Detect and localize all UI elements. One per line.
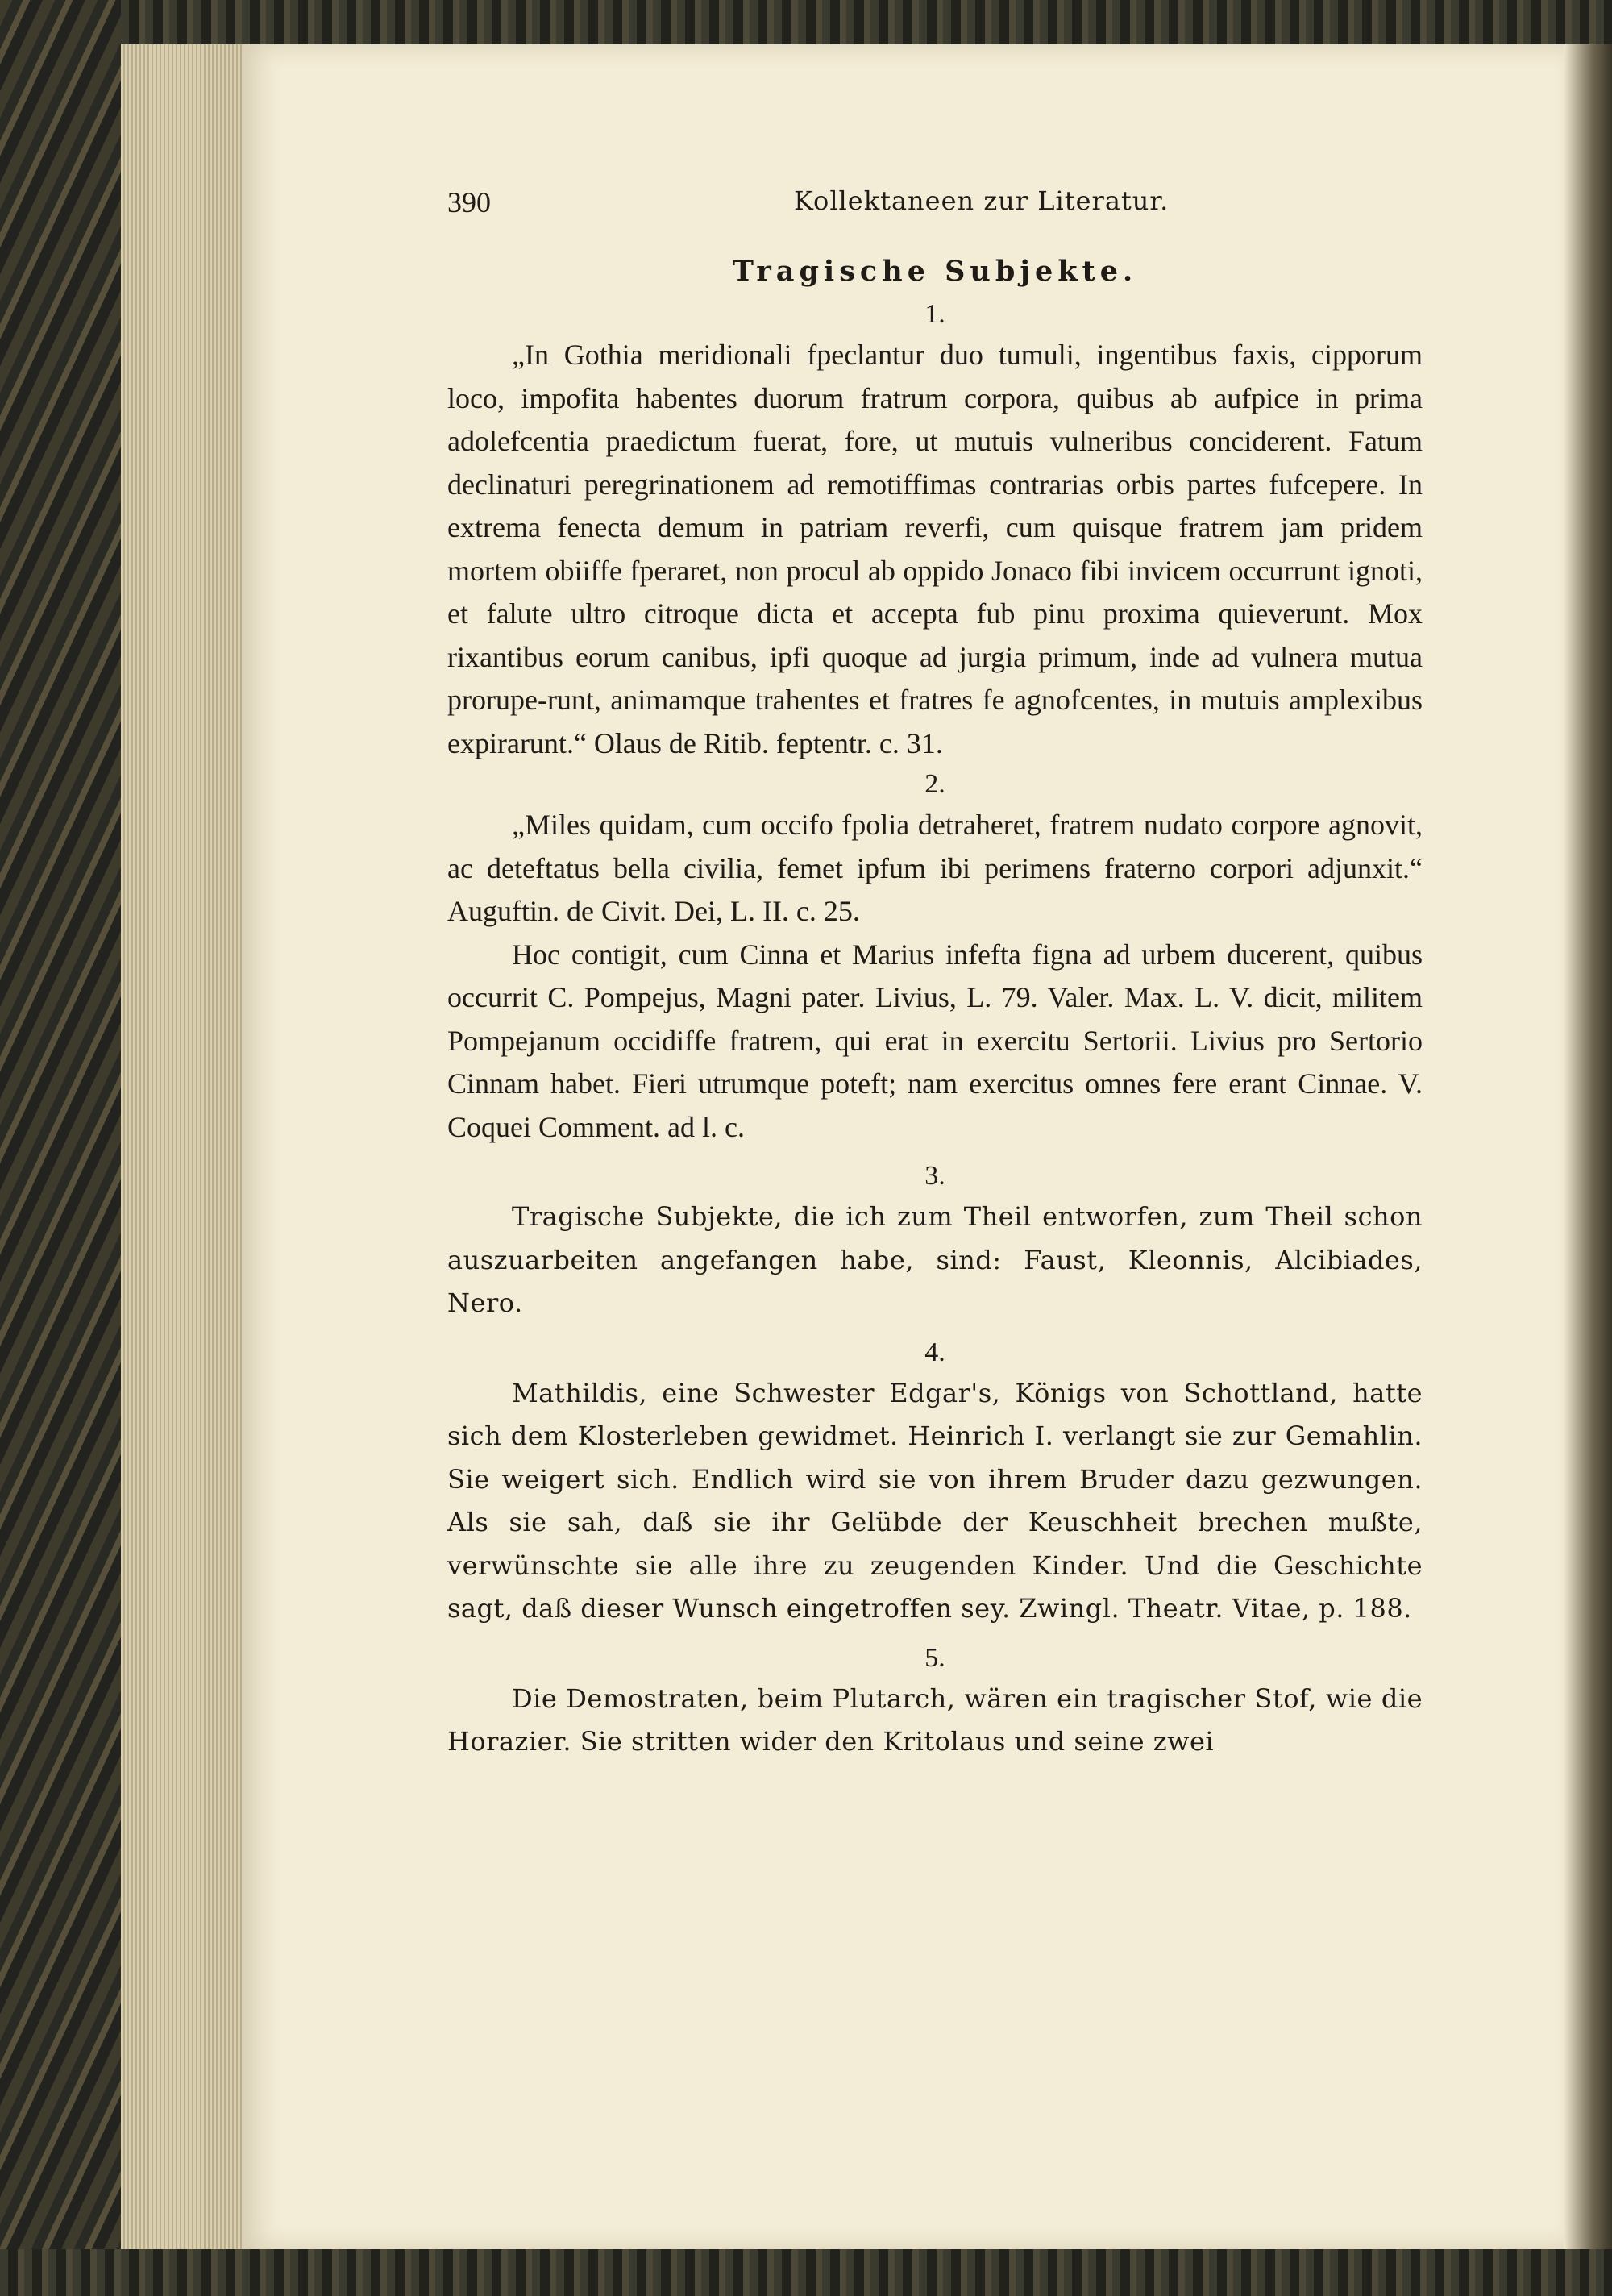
paragraph: Tragische Subjekte, die ich zum Theil entworfen, zum Theil schon auszuarbeiten angefangen habe, sind: Faust, Kleonnis, Alcibiades, Nero. [447, 1201, 1423, 1318]
running-head [447, 185, 1423, 242]
paragraph: Mathildis, eine Schwester Edgar's, Königs von Schottland, hatte sich dem Klosterleben gewidmet. Heinrich I. verlangt sie zur Gemahlin. Sie weigert sich. Endlich wird sie von ihrem Bruder dazu gezwungen. Als sie sah, daß sie ihr Gelübde der Keuschheit brechen mußte, verwünschte sie alle ihre zu zeugenden Kinder. Und die Geschichte sagt, daß dieser Wunsch eingetroffen sey. Zwingl. Theatr. Vitae, p. 188. [447, 1377, 1423, 1624]
paragraph: „Miles quidam, cum occifo fpolia detraheret, fratrem nudato corpore agnovit, ac deteftatus bella civilia, femet ipfum ibi perimens fraterno corpori adjunxit.“ Auguftin. de Civit. Dei, L. II. c. 25. [447, 809, 1423, 927]
item-number: 5. [924, 1642, 945, 1673]
item-number: 3. [924, 1161, 945, 1191]
page-number: 390 [447, 186, 491, 218]
item-number: 2. [924, 769, 945, 799]
page-content [447, 185, 1423, 1764]
gutter-shadow [1564, 44, 1612, 2249]
item-number: 4. [924, 1337, 945, 1367]
paragraph: Hoc contigit, cum Cinna et Marius infefta figna ad urbem ducerent, quibus occurrit C. Pompejus, Magni pater. Livius, L. 79. Valer. Max. L. V. dicit, militem Pompejanum occidiffe fratrem, qui erat in exercitu Sertorii. Livius pro Sertorio Cinnam habet. Fieri utrumque poteft; nam exercitus omnes fere erant Cinnae. V. Coquei Comment. ad l. c. [447, 938, 1423, 1143]
book-cover-marbled [0, 0, 121, 2296]
running-title: Kollektaneen zur Literatur. [794, 185, 1170, 216]
paragraph: „In Gothia meridionali fpeclantur duo tumuli, ingentibus faxis, cipporum loco, impofita habentes duorum fratrum corpora, quibus ab aufpice in prima adolefcentia praedictum fuerat, fore, ut mutuis vulneribus conciderent. Fatum declinaturi peregrinationem ad remotiffimas contrarias orbis partes fufcepere. In extrema fenecta demum in patriam reverfi, cum quisque fratrem jam pridem mortem obiiffe fperaret, non procul ab oppido Jonaco fibi invicem occurrunt ignoti, et falute ultro citroque dicta et accepta fub pinu proxima quieverunt. Mox rixantibus eorum canibus, ipfi quoque ad jurgia primum, inde ad vulnera mutua prorupe-runt, animamque trahentes et fratres fe agnofcentes, in mutuis amplexibus expirarunt.“ Olaus de Ritib. feptentr. c. 31. [447, 339, 1423, 759]
book-cover-bottom [0, 2249, 1612, 2296]
book-cover-top [0, 0, 1612, 44]
item-number: 1. [924, 299, 945, 329]
paragraph: Die Demostraten, beim Plutarch, wären ein tragischer Stof, wie die Horazier. Sie stritten wider den Kritolaus und seine zwei [447, 1682, 1423, 1757]
section-title: Tragische Subjekte. [732, 255, 1138, 288]
page-edges [121, 44, 242, 2249]
